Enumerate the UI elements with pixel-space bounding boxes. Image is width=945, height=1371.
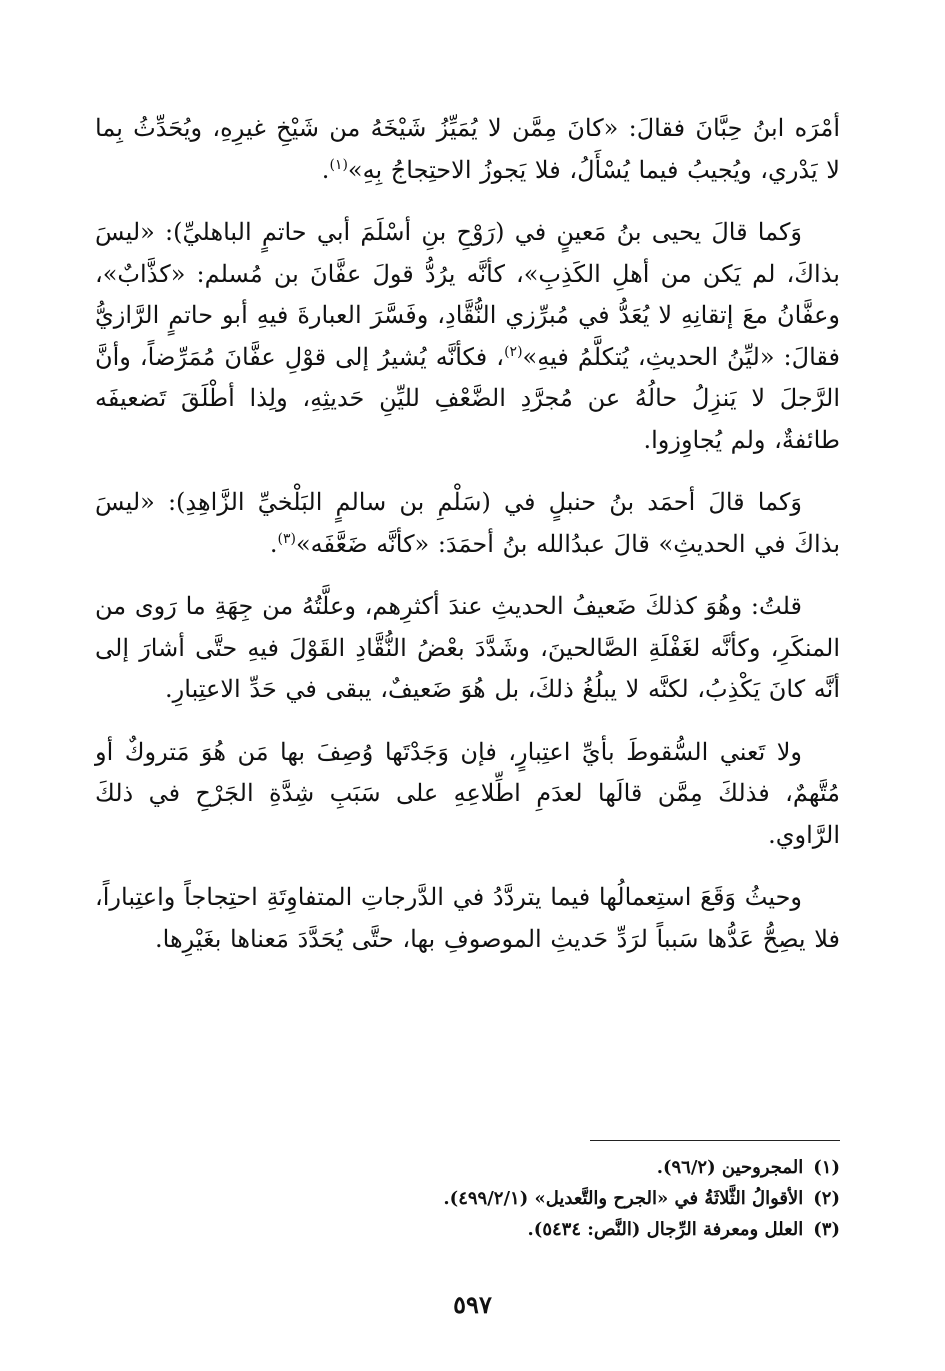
paragraph-1 <box>95 108 840 191</box>
footnote-2-number: (٢) <box>813 1188 840 1209</box>
paragraph-3-tail: . <box>269 529 278 558</box>
paragraph-3-text: وَكما قالَ أحمَد بنُ حنبلٍ في (سَلْمِ بن سالمٍ البَلْخيِّ الزَّاهِدِ): «ليسَ بذاكَ في الحديثِ» قالَ عبدُالله بنُ أحمَدَ: «كأنَّه ضَعَّفَه» <box>95 488 840 558</box>
paragraph-5 <box>95 732 840 857</box>
footnote-3-number: (٣) <box>813 1219 840 1240</box>
footnote-1-text: المجروحين (٩٦/٢). <box>656 1157 804 1178</box>
paragraph-4-text: قلتُ: وهُوَ كذلكَ ضَعيفُ الحديثِ عندَ أكثرِهم، وعلَّتُهُ من جِهَةِ ما رَوى من المنكَرِ، وكأنَّه لغَفْلَةِ الصَّالحينَ، وشَدَّدَ بعْضُ النُّقَّادِ القَوْلَ فيهِ حتَّى أشارَ إلى أنَّه كانَ يَكْذِبُ، لكنَّه لا يبلُغُ ذلكَ، بل هُوَ ضَعيفٌ، يبقى في حَدِّ الاعتِبارِ. <box>95 592 840 703</box>
footnote-ref-2: (٢) <box>504 343 523 360</box>
paragraph-4 <box>95 586 840 711</box>
paragraph-3 <box>95 482 840 565</box>
footnote-2 <box>140 1183 840 1214</box>
footnote-ref-3: (٣) <box>277 530 296 547</box>
paragraph-2-text: وَكما قالَ يحيى بنُ مَعينٍ في (رَوْحِ بنِ أسْلَمَ أبي حاتمٍ الباهليِّ): «ليسَ بذاكَ، لم يَكن من أهلِ الكَذِبِ»، كأنَّه يرُدُّ قولَ عفَّانَ بن مُسلم: «كذَّابٌ»، وعفَّانُ معَ إتقانِهِ لا يُعَدُّ في مُبرِّزي النُّقَّادِ، وفَسَّرَ العبارةَ فيهِ أبو حاتمٍ الرَّازيُّ فقالَ: «ليِّنُ الحديثِ، يُتكلَّمُ فيهِ» <box>95 218 840 371</box>
paragraph-6-text: وحيثُ وَقَعَ استِعمالُها فيما يتردَّدُ في الدَّرجاتِ المتفاوِتَةِ احتِجاجاً واعتِباراً، فلا يصِحُّ عَدُّها سَبباً لرَدِّ حَديثِ الموصوفِ بها، حتَّى يُحَدَّدَ مَعناها بغَيْرِها. <box>95 883 840 953</box>
page-number: ٥٩٧ <box>453 1290 492 1319</box>
paragraph-2-tail: ، فكأنَّه يُشيرُ إلى قوْلِ عفَّانَ مُمَرِّضاً، وأنَّ الرَّجلَ لا يَنزِلُ حالُهُ عن مُجرَّدِ الضَّعْفِ لليِّنِ حَديثِهِ، ولِذا أطْلَقَ تَضعيفَه طائفةٌ، ولم يُجاوِزوا. <box>95 342 840 454</box>
footnote-1-number: (١) <box>813 1157 840 1178</box>
paragraph-5-text: ولا تَعني السُّقوطَ بأيِّ اعتِبارٍ، فإن وَجَدْتَها وُصِفَ بها مَن هُوَ مَتروكٌ أو مُتَّهمٌ، فذلكَ مِمَّن قالَها لعدَمِ اطِّلاعِهِ على سَبَبِ شِدَّةِ الجَرْحِ في ذلكَ الرَّاوي. <box>95 737 840 849</box>
footnote-ref-1: (١) <box>329 156 348 173</box>
footnote-1 <box>140 1152 840 1183</box>
paragraph-6 <box>95 877 840 960</box>
page-body <box>95 108 840 981</box>
footnote-2-text: الأقوالُ الثَّلاثَةُ في «الجرح والتَّعديل» (٤٩٩/٢/١). <box>443 1188 804 1209</box>
footnote-separator <box>590 1140 840 1141</box>
paragraph-2 <box>95 212 840 461</box>
footnote-3 <box>140 1214 840 1245</box>
paragraph-1-tail: . <box>321 155 330 184</box>
footnotes <box>140 1152 840 1245</box>
paragraph-1-text: أمْرَه ابنُ حِبَّانَ فقالَ: «كانَ مِمَّن لا يُمَيِّزُ شَيْخَهُ من شَيْخِ غيرِهِ، ويُحَدِّثُ بِما لا يَدْري، ويُجيبُ فيما يُسْأَلُ، فلا يَجوزُ الاحتِجاجُ بِهِ» <box>95 114 840 184</box>
footnote-3-text: العلل ومعرفة الرِّجال (النَّص: ٥٤٣٤). <box>527 1219 804 1240</box>
